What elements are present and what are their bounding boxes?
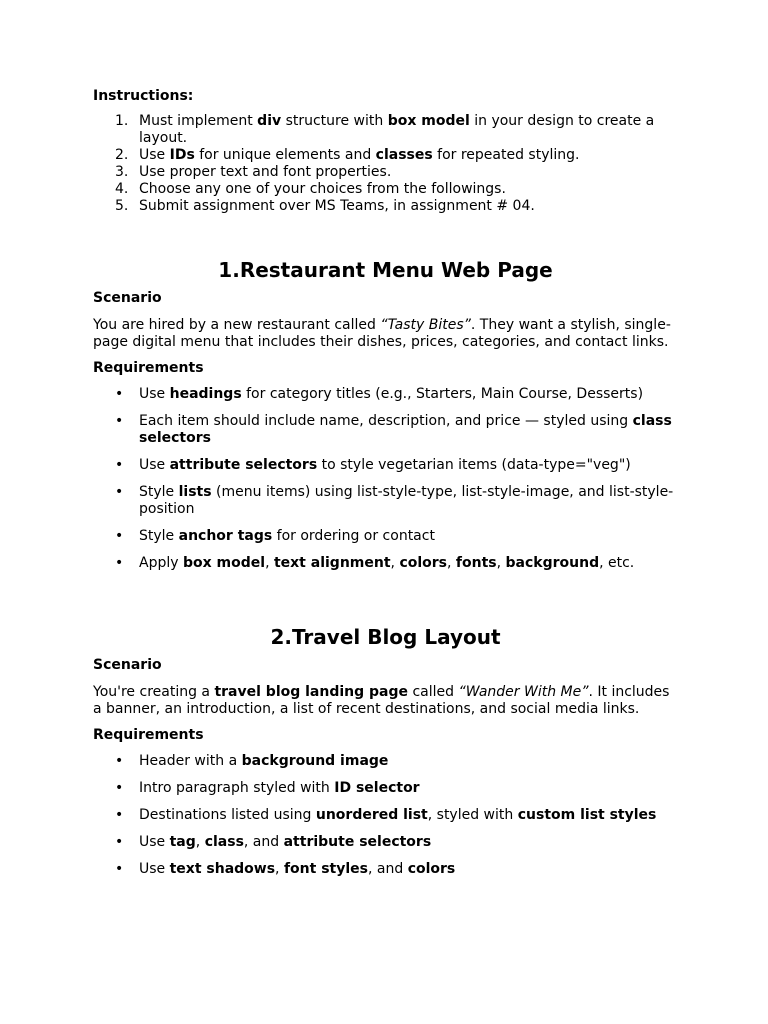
bullet: • [115, 386, 124, 402]
bold-run: attribute selectors [169, 457, 318, 473]
instructions-label: Instructions: [93, 88, 194, 104]
instruction-item [93, 181, 678, 198]
bullet: • [115, 413, 124, 429]
section-2-heading [93, 625, 678, 649]
text-run: for repeated styling. [432, 147, 580, 163]
bold-run: lists [178, 484, 212, 500]
requirement-item [93, 834, 678, 851]
bold-run: custom list styles [517, 807, 657, 823]
instruction-item [93, 198, 678, 215]
instruction-item [93, 164, 678, 181]
requirement-item [93, 780, 678, 797]
scenario-label: Scenario [93, 290, 162, 306]
bullet: • [115, 457, 124, 473]
text-run: , styled with [427, 807, 518, 823]
requirement-item [93, 413, 678, 447]
bold-run: anchor tags [178, 528, 273, 544]
section-title: Travel Blog Layout [291, 625, 501, 649]
bold-run: text shadows [169, 861, 276, 877]
text-run: for ordering or contact [272, 528, 435, 544]
text-run: . They want a stylish, single-page digital menu that includes their dishes, prices, categories, and contact links. [93, 317, 671, 350]
requirement-item [93, 807, 678, 824]
requirement-item [93, 484, 678, 518]
bold-run: ID selector [334, 780, 420, 796]
text-run: You're creating a [93, 684, 215, 700]
text-run: Destinations listed using [139, 807, 316, 823]
bullet: • [115, 753, 124, 769]
text-run: . It includes a banner, an introduction, a list of recent destinations, and social media links. [93, 684, 670, 717]
text-run: (menu items) using list-style-type, list-style-image, and list-style-position [139, 484, 674, 517]
text-run: Use [139, 386, 170, 402]
requirements-label: Requirements [93, 360, 204, 376]
requirements-list [93, 386, 678, 572]
section-title: Restaurant Menu Web Page [239, 258, 553, 282]
text-run: , [265, 555, 274, 571]
bold-run: background image [241, 753, 389, 769]
bold-run: background [505, 555, 600, 571]
text-run: , [275, 861, 284, 877]
text-run: , [496, 555, 506, 571]
instruction-number: 1. [115, 113, 129, 129]
text-run: Use proper text and font properties. [139, 164, 392, 180]
italic-run: “Tasty Bites” [380, 317, 471, 333]
text-run: Apply [139, 555, 183, 571]
bullet: • [115, 861, 124, 877]
text-run: in your design to create a layout. [139, 113, 655, 146]
section-number: 1. [218, 258, 240, 282]
instruction-number: 4. [115, 181, 129, 197]
bold-run: colors [407, 861, 456, 877]
text-run: structure with [281, 113, 388, 129]
text-run: to style vegetarian items (data-type="veg") [317, 457, 631, 473]
text-run: called [408, 684, 459, 700]
bold-run: IDs [169, 147, 195, 163]
requirement-item [93, 753, 678, 770]
text-run: , [390, 555, 400, 571]
requirement-item [93, 861, 678, 878]
instruction-item [93, 113, 678, 147]
requirement-item [93, 528, 678, 545]
instruction-item [93, 147, 678, 164]
text-run: Use [139, 861, 170, 877]
text-run: for unique elements and [194, 147, 376, 163]
document-page [93, 88, 678, 888]
bold-run: travel blog landing page [214, 684, 409, 700]
text-run: You are hired by a new restaurant called [93, 317, 381, 333]
bullet: • [115, 834, 124, 850]
bold-run: text alignment [273, 555, 391, 571]
bold-run: box model [387, 113, 470, 129]
text-run: , [447, 555, 456, 571]
section-1-heading [93, 258, 678, 282]
scenario-label: Scenario [93, 657, 162, 673]
text-run: Choose any one of your choices from the followings. [139, 181, 506, 197]
instruction-number: 5. [115, 198, 129, 214]
bullet: • [115, 807, 124, 823]
text-run: Use [139, 834, 170, 850]
requirement-item [93, 386, 678, 403]
bold-run: fonts [455, 555, 497, 571]
bold-run: font styles [283, 861, 368, 877]
bold-run: tag [169, 834, 196, 850]
text-run: Use [139, 147, 170, 163]
bold-run: attribute selectors [283, 834, 432, 850]
requirement-item [93, 555, 678, 572]
text-run: Must implement [139, 113, 258, 129]
text-run: Each item should include name, description, and price — styled using [139, 413, 633, 429]
bold-run: box model [182, 555, 266, 571]
bold-run: colors [399, 555, 448, 571]
bullet: • [115, 780, 124, 796]
bold-run: classes [375, 147, 433, 163]
instruction-number: 2. [115, 147, 129, 163]
text-run: Style [139, 484, 179, 500]
bold-run: class selectors [139, 413, 672, 446]
text-run: Style [139, 528, 179, 544]
bullet: • [115, 528, 124, 544]
bullet: • [115, 484, 124, 500]
italic-run: “Wander With Me” [458, 684, 589, 700]
instructions-list [93, 113, 678, 215]
bold-run: class [204, 834, 244, 850]
requirements-label: Requirements [93, 727, 204, 743]
text-run: , etc. [599, 555, 635, 571]
text-run: Use [139, 457, 170, 473]
instruction-number: 3. [115, 164, 129, 180]
text-run: for category titles (e.g., Starters, Main Course, Desserts) [241, 386, 644, 402]
requirements-list [93, 753, 678, 878]
scenario-paragraph [93, 317, 678, 351]
bold-run: headings [169, 386, 242, 402]
bold-run: unordered list [315, 807, 428, 823]
text-run: Intro paragraph styled with [139, 780, 335, 796]
section-number: 2. [270, 625, 292, 649]
text-run: Submit assignment over MS Teams, in assignment # 04. [139, 198, 535, 214]
text-run: , [195, 834, 205, 850]
bullet: • [115, 555, 124, 571]
bold-run: div [257, 113, 282, 129]
text-run: , and [367, 861, 408, 877]
text-run: Header with a [139, 753, 242, 769]
scenario-paragraph [93, 684, 678, 718]
requirement-item [93, 457, 678, 474]
text-run: , and [243, 834, 284, 850]
